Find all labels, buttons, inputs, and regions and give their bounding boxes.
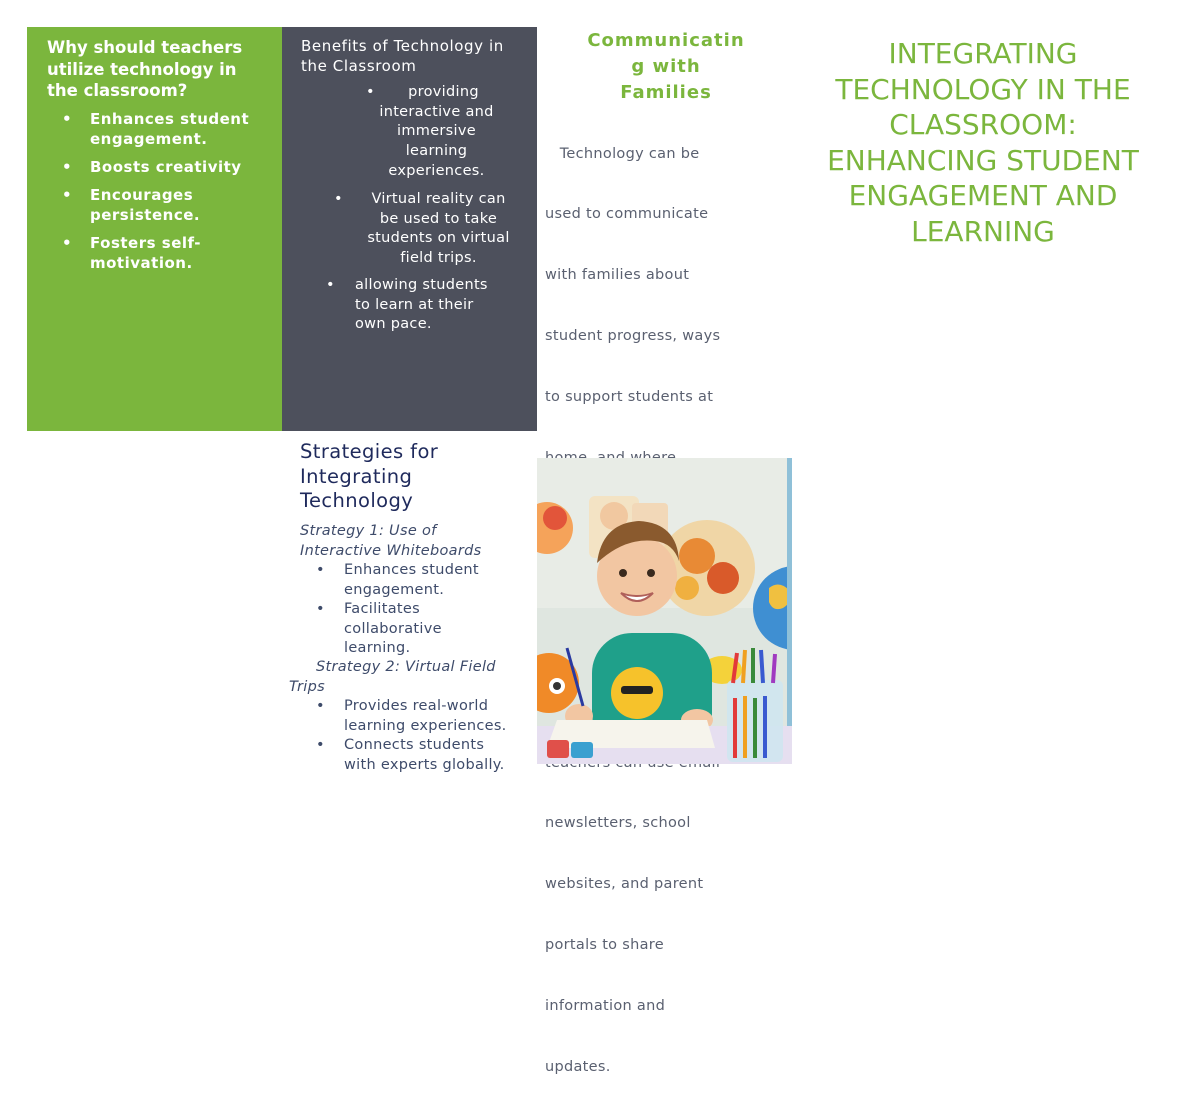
title-line: ENGAGEMENT AND [848,179,1118,212]
title-line: g with [631,56,701,77]
list-line: providing [408,84,479,100]
title-line: INTEGRATING [888,37,1078,70]
title-line: Integrating [300,464,413,488]
list-line: interactive and [379,103,494,120]
list-item [332,190,527,269]
list-item [344,561,479,600]
list-item [326,276,516,335]
body-line: Technology can be [545,145,700,162]
list-line: Facilitates [344,601,420,617]
bullet-icon: • [316,601,325,617]
list-item [344,736,505,775]
list-line: with experts globally. [344,756,505,773]
heading-line: Strategy 1: Use of [300,523,437,539]
bullet-icon: • [316,698,325,714]
title-line: Families [620,82,712,103]
bullet-icon: • [316,737,325,753]
title-line: CLASSROOM: [889,108,1077,141]
why-list [47,109,277,281]
heading-line: Trips [289,679,325,695]
body-line: portals to share [545,937,664,954]
child-photo [537,458,792,764]
title-line: Communicatin [587,30,745,51]
body-line: newsletters, school [545,815,691,832]
list-line: Enhances student [344,562,479,578]
list-line: learning [405,143,468,160]
list-line: own pace. [355,316,432,333]
heading-line: Strategy 2: Virtual Field [316,659,496,675]
list-item: • Fosters self-motivation. [47,233,277,273]
body-line: used to communicate [545,206,709,223]
list-line: collaborative [344,620,442,637]
list-line: Virtual reality can [371,191,506,207]
list-line: immersive [397,123,476,140]
why-panel-title: Why should teachers utilize technology in the classroom? [47,38,243,100]
list-line: Provides real-world [344,698,489,714]
list-line: Connects students [344,737,485,753]
communicating-title [560,28,772,106]
list-item [364,83,509,182]
body-line: with families about [545,267,690,284]
bullet-icon: • [334,191,343,207]
list-line: engagement. [344,581,445,598]
title-line: Strategies for [300,440,439,463]
benefits-panel-title: Benefits of Technology in the Classroom [301,37,504,75]
why-panel [27,27,282,431]
strategies-title [300,440,520,514]
title-line: ENHANCING STUDENT [827,143,1139,177]
list-line: learning. [344,640,411,656]
title-line: TECHNOLOGY IN THE [835,72,1131,106]
list-line: field trips. [400,250,477,267]
list-item: • Enhances student engagement. [47,109,277,149]
body-line: websites, and parent [545,876,704,893]
list-line: learning experiences. [344,717,507,734]
title-line: LEARNING [911,214,1055,248]
list-line: be used to take [379,210,498,227]
cover-title [808,36,1158,249]
list-line: students on virtual [367,230,510,247]
list-line: experiences. [388,162,485,179]
bullet-icon: • [366,84,375,100]
bullet-icon: • [326,277,335,293]
benefits-panel [282,27,537,431]
list-item: • Encourages persistence. [47,185,277,225]
heading-line: Interactive Whiteboards [300,542,482,559]
list-item [344,600,442,659]
body-line: to support students at [545,389,714,406]
body-line: information and [545,998,666,1015]
strategy-2-heading [316,658,496,678]
list-line: allowing students [355,277,488,293]
child-photo-illustration [537,458,792,764]
strategy-1-heading [300,522,481,561]
list-line: to learn at their [355,296,474,313]
body-line: updates. [545,1058,611,1075]
title-line: Technology [300,489,414,512]
list-item: • Boosts creativity [47,157,277,177]
list-item [344,697,507,736]
bullet-icon: • [316,562,325,578]
strategy-2-heading-cont [289,678,325,698]
body-line: student progress, ways [545,328,721,345]
